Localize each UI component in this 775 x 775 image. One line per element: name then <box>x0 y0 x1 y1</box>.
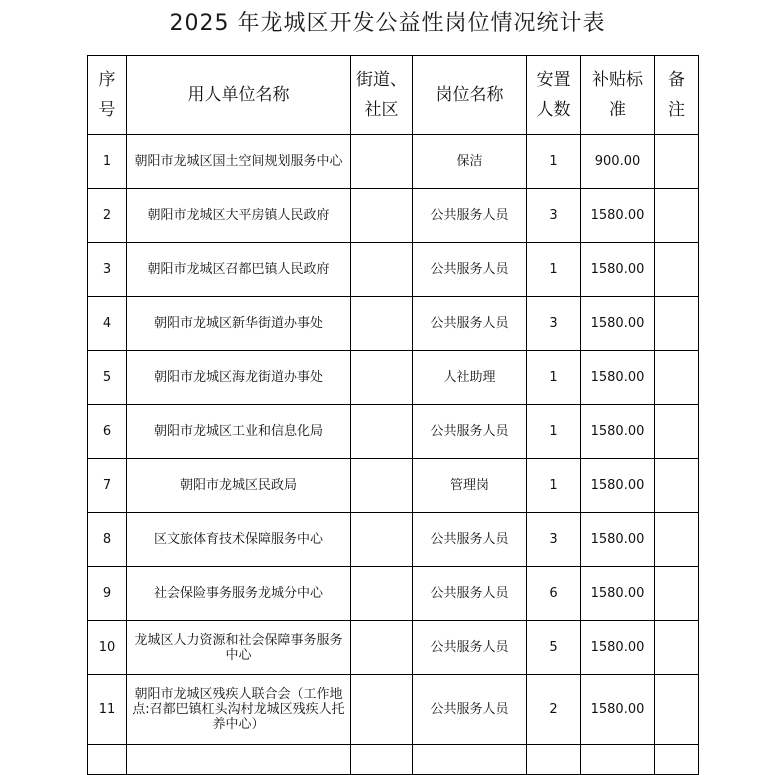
cell-subsidy: 1580.00 <box>581 459 655 513</box>
header-position: 岗位名称 <box>413 56 527 135</box>
cell-subsidy: 1580.00 <box>581 243 655 297</box>
cell-subsidy: 1580.00 <box>581 621 655 675</box>
cell-unit: 朝阳市龙城区工业和信息化局 <box>127 405 351 459</box>
cell-seq: 8 <box>88 513 127 567</box>
cell-remark <box>655 621 699 675</box>
cell-subsidy: 1580.00 <box>581 513 655 567</box>
table-row <box>88 243 699 297</box>
cell-count: 6 <box>527 567 581 621</box>
statistics-table <box>87 55 699 775</box>
cell-unit <box>127 745 351 775</box>
cell-seq: 10 <box>88 621 127 675</box>
cell-position: 公共服务人员 <box>413 513 527 567</box>
cell-subsidy: 1580.00 <box>581 567 655 621</box>
cell-remark <box>655 675 699 745</box>
header-subsidy: 补贴标 准 <box>581 56 655 135</box>
cell-position: 人社助理 <box>413 351 527 405</box>
table-row <box>88 351 699 405</box>
cell-seq: 7 <box>88 459 127 513</box>
cell-remark <box>655 135 699 189</box>
table-row-partial <box>88 745 699 775</box>
cell-count: 5 <box>527 621 581 675</box>
cell-position: 公共服务人员 <box>413 405 527 459</box>
cell-street <box>351 351 413 405</box>
table-row <box>88 513 699 567</box>
cell-subsidy: 900.00 <box>581 135 655 189</box>
cell-unit: 朝阳市龙城区国土空间规划服务中心 <box>127 135 351 189</box>
cell-remark <box>655 745 699 775</box>
cell-street <box>351 135 413 189</box>
cell-unit: 社会保险事务服务龙城分中心 <box>127 567 351 621</box>
cell-street <box>351 621 413 675</box>
cell-position: 公共服务人员 <box>413 567 527 621</box>
cell-subsidy: 1580.00 <box>581 297 655 351</box>
table-row <box>88 459 699 513</box>
cell-street <box>351 675 413 745</box>
table-row <box>88 135 699 189</box>
cell-position: 公共服务人员 <box>413 243 527 297</box>
cell-unit: 朝阳市龙城区大平房镇人民政府 <box>127 189 351 243</box>
table-row <box>88 189 699 243</box>
cell-unit: 朝阳市龙城区新华街道办事处 <box>127 297 351 351</box>
page-title: 2025 年龙城区开发公益性岗位情况统计表 <box>169 11 606 36</box>
table-row <box>88 675 699 745</box>
cell-unit: 朝阳市龙城区残疾人联合会（工作地点:召都巴镇杠头沟村龙城区残疾人托养中心） <box>127 675 351 745</box>
cell-street <box>351 243 413 297</box>
header-unit: 用人单位名称 <box>127 56 351 135</box>
cell-count: 3 <box>527 189 581 243</box>
cell-remark <box>655 351 699 405</box>
cell-position: 公共服务人员 <box>413 621 527 675</box>
cell-street <box>351 745 413 775</box>
cell-count: 1 <box>527 405 581 459</box>
cell-count: 3 <box>527 297 581 351</box>
cell-position: 公共服务人员 <box>413 297 527 351</box>
table-row <box>88 405 699 459</box>
cell-street <box>351 459 413 513</box>
cell-remark <box>655 189 699 243</box>
cell-subsidy <box>581 745 655 775</box>
cell-count: 1 <box>527 243 581 297</box>
header-street: 街道、 社区 <box>351 56 413 135</box>
cell-count: 1 <box>527 135 581 189</box>
cell-seq: 11 <box>88 675 127 745</box>
header-remark: 备 注 <box>655 56 699 135</box>
header-row <box>88 56 699 135</box>
cell-remark <box>655 459 699 513</box>
cell-position: 公共服务人员 <box>413 189 527 243</box>
cell-unit: 龙城区人力资源和社会保障事务服务中心 <box>127 621 351 675</box>
cell-seq: 2 <box>88 189 127 243</box>
cell-unit: 朝阳市龙城区海龙街道办事处 <box>127 351 351 405</box>
cell-subsidy: 1580.00 <box>581 675 655 745</box>
cell-position <box>413 745 527 775</box>
cell-street <box>351 405 413 459</box>
cell-street <box>351 513 413 567</box>
cell-unit: 区文旅体育技术保障服务中心 <box>127 513 351 567</box>
table-row <box>88 567 699 621</box>
cell-count: 1 <box>527 459 581 513</box>
cell-seq: 3 <box>88 243 127 297</box>
cell-count: 1 <box>527 351 581 405</box>
cell-remark <box>655 297 699 351</box>
cell-seq: 4 <box>88 297 127 351</box>
cell-unit: 朝阳市龙城区民政局 <box>127 459 351 513</box>
cell-position: 保洁 <box>413 135 527 189</box>
cell-count: 3 <box>527 513 581 567</box>
cell-seq <box>88 745 127 775</box>
cell-remark <box>655 243 699 297</box>
cell-street <box>351 567 413 621</box>
cell-seq: 9 <box>88 567 127 621</box>
cell-seq: 1 <box>88 135 127 189</box>
table-row <box>88 297 699 351</box>
cell-remark <box>655 405 699 459</box>
header-seq: 序 号 <box>88 56 127 135</box>
cell-seq: 5 <box>88 351 127 405</box>
cell-remark <box>655 513 699 567</box>
cell-subsidy: 1580.00 <box>581 189 655 243</box>
cell-count: 2 <box>527 675 581 745</box>
cell-remark <box>655 567 699 621</box>
cell-position: 管理岗 <box>413 459 527 513</box>
header-count: 安置 人数 <box>527 56 581 135</box>
table-row <box>88 621 699 675</box>
cell-unit: 朝阳市龙城区召都巴镇人民政府 <box>127 243 351 297</box>
cell-subsidy: 1580.00 <box>581 405 655 459</box>
cell-count <box>527 745 581 775</box>
cell-seq: 6 <box>88 405 127 459</box>
cell-position: 公共服务人员 <box>413 675 527 745</box>
cell-subsidy: 1580.00 <box>581 351 655 405</box>
cell-street <box>351 297 413 351</box>
cell-street <box>351 189 413 243</box>
